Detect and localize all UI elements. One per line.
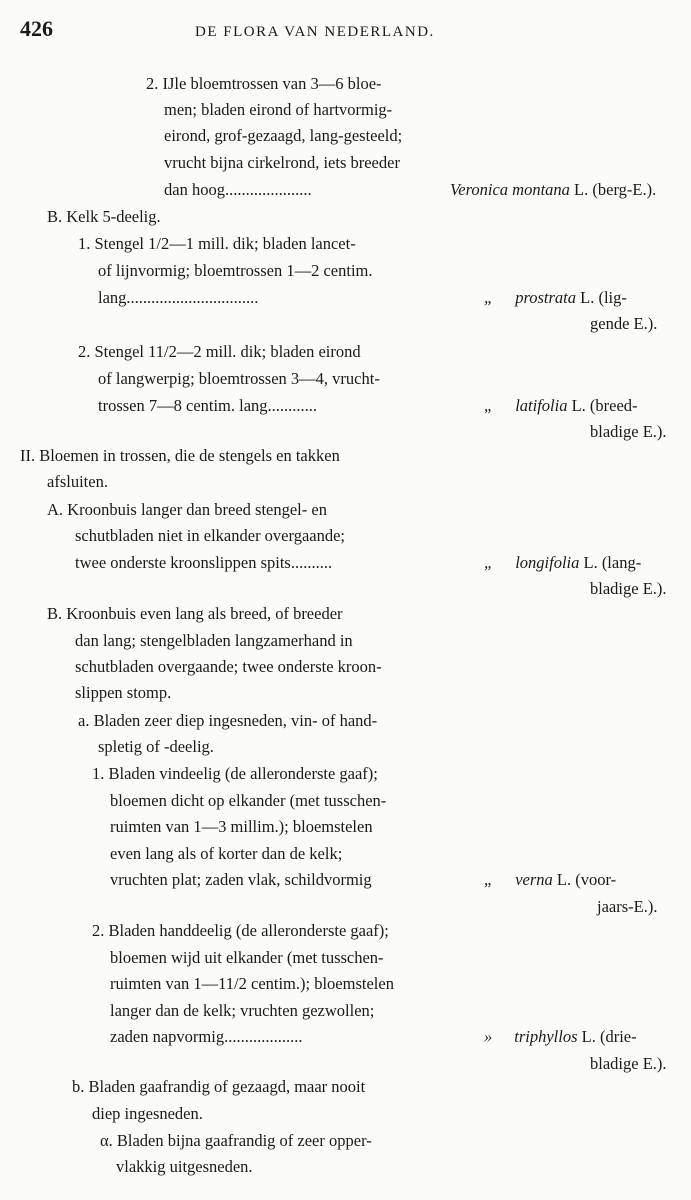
key-line: schutbladen niet in elkander overgaande; (75, 526, 346, 545)
key-line: vlakkig uitgesneden. (116, 1157, 253, 1176)
species-entry (484, 288, 627, 308)
key-line: 1. Stengel 1/2—1 mill. dik; bladen lancet- (78, 234, 356, 253)
species-author-common: L. (lang- (583, 553, 642, 572)
key-line: 1. Bladen vindeelig (de alleronderste gaaf); (92, 764, 378, 783)
species-entry (484, 553, 641, 573)
species-name: Veronica montana (450, 180, 570, 199)
species-author-common: bladige E.). (590, 579, 667, 598)
key-line: II. Bloemen in trossen, die de stengels en takken (20, 446, 340, 465)
running-head: DE FLORA VAN NEDERLAND. (195, 24, 435, 40)
species-author-common: bladige E.). (590, 1054, 667, 1073)
ditto-mark: „ (484, 870, 494, 889)
key-line: slippen stomp. (75, 683, 172, 702)
key-line: b. Bladen gaafrandig of gezaagd, maar nooit (72, 1077, 366, 1096)
ditto-mark: „ (484, 396, 494, 415)
species-author-common: L. (lig- (580, 288, 627, 307)
species-entry (590, 1054, 667, 1074)
species-name: longifolia (515, 553, 580, 572)
key-line: lang................................ (98, 288, 259, 307)
key-line: vrucht bijna cirkelrond, iets breeder (164, 153, 400, 172)
ditto-mark: „ (484, 553, 494, 572)
species-name: triphyllos (514, 1027, 578, 1046)
key-line: twee onderste kroonslippen spits.......... (75, 553, 333, 572)
species-entry (450, 180, 656, 200)
species-entry (590, 314, 657, 334)
key-line: afsluiten. (47, 472, 108, 491)
species-entry (590, 579, 667, 599)
ditto-mark: » (484, 1027, 493, 1046)
key-line: men; bladen eirond of hartvormig- (164, 100, 393, 119)
species-author-common: L. (berg-E.). (574, 180, 657, 199)
species-name: prostrata (515, 288, 577, 307)
species-author-common: bladige E.). (590, 422, 667, 441)
ditto-mark: „ (484, 288, 494, 307)
key-line: dan lang; stengelbladen langzamerhand in (75, 631, 353, 650)
species-author-common: jaars-E.). (597, 897, 658, 916)
key-line: 2. Bladen handdeelig (de alleronderste gaaf); (92, 921, 389, 940)
key-line: ruimten van 1—3 millim.); bloemstelen (110, 817, 373, 836)
species-entry (484, 396, 638, 416)
species-author-common: L. (voor- (556, 870, 617, 889)
key-line: B. Kroonbuis even lang als breed, of breeder (47, 604, 343, 623)
species-entry (484, 1027, 637, 1047)
key-line: vruchten plat; zaden vlak, schildvormig (110, 870, 372, 889)
species-entry (484, 870, 616, 890)
key-line: zaden napvormig................... (110, 1027, 303, 1046)
key-line: schutbladen overgaande; twee onderste kroon- (75, 657, 382, 676)
key-line: of langwerpig; bloemtrossen 3—4, vrucht- (98, 369, 380, 388)
key-line: bloemen dicht op elkander (met tusschen- (110, 791, 387, 810)
key-line: α. Bladen bijna gaafrandig of zeer opper- (100, 1131, 372, 1150)
species-author-common: L. (breed- (571, 396, 638, 415)
species-name: verna (515, 870, 553, 889)
key-line: langer dan de kelk; vruchten gezwollen; (110, 1001, 375, 1020)
key-line: B. Kelk 5-deelig. (47, 207, 161, 226)
key-line: eirond, grof-gezaagd, lang-gesteeld; (164, 126, 403, 145)
key-line: dan hoog..................... (164, 180, 312, 199)
key-line: diep ingesneden. (92, 1104, 203, 1123)
key-line: of lijnvormig; bloemtrossen 1—2 centim. (98, 261, 373, 280)
species-entry (597, 897, 657, 917)
species-author-common: gende E.). (590, 314, 658, 333)
key-line: ruimten van 1—11/2 centim.); bloemstelen (110, 974, 394, 993)
key-line: trossen 7—8 centim. lang............ (98, 396, 318, 415)
key-line: 2. Stengel 11/2—2 mill. dik; bladen eirond (78, 342, 361, 361)
key-line: 2. IJle bloemtrossen van 3—6 bloe- (146, 74, 382, 93)
key-line: spletig of -deelig. (98, 737, 214, 756)
page-number: 426 (20, 16, 53, 41)
species-name: latifolia (515, 396, 568, 415)
key-line: bloemen wijd uit elkander (met tusschen- (110, 948, 384, 967)
key-line: A. Kroonbuis langer dan breed stengel- en (47, 500, 327, 519)
key-line: a. Bladen zeer diep ingesneden, vin- of hand- (78, 711, 378, 730)
key-line: even lang als of korter dan de kelk; (110, 844, 343, 863)
page-header (0, 14, 691, 44)
species-entry (590, 422, 667, 442)
species-author-common: L. (drie- (581, 1027, 637, 1046)
